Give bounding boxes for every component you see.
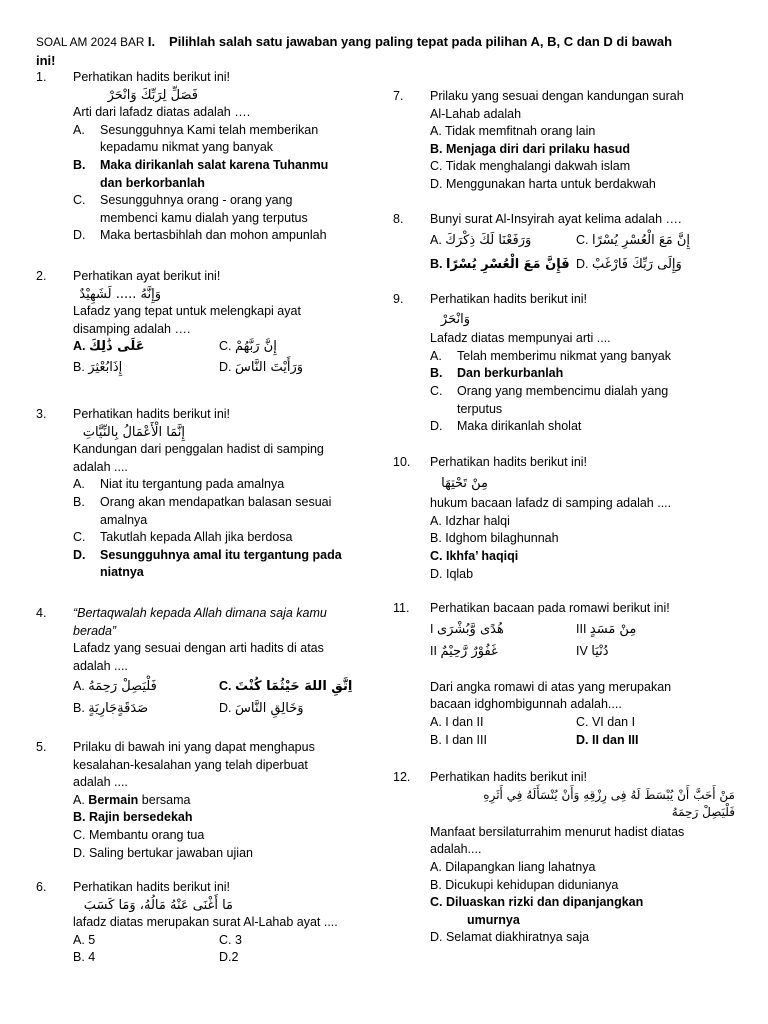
option-c-cont: terputus — [457, 401, 503, 416]
option-d[interactable]: D.2 — [219, 950, 239, 965]
option-b[interactable]: B. Dan berkurbanlah — [430, 366, 564, 381]
question-prompt-cont: adalah .... — [73, 459, 128, 474]
option-c-cont: umurnya — [467, 912, 520, 927]
option-b[interactable]: B. Maka dirikanlah salat karena Tuhanmu — [73, 157, 329, 172]
question-prompt-cont: disamping adalah …. — [73, 321, 191, 336]
roman-row-1 — [430, 621, 730, 639]
options-row-1 — [73, 678, 373, 696]
arabic-text: مِنْ تَحْتِهَا — [441, 475, 488, 491]
question-prompt: Prilaku di bawah ini yang dapat menghapus — [73, 740, 315, 754]
question-prompt: Arti dari lafadz diatas adalah …. — [73, 105, 251, 120]
question-prompt-cont: adalah.... — [430, 842, 482, 857]
options-row-1 — [73, 338, 373, 356]
arabic-text: مَا أَغْنَى عَنْهُ مَالُهُ، وَمَا كَسَبَ — [83, 897, 233, 913]
option-a[interactable]: A. وَرَفَعْنَا لَكَ ذِكْرَكَ — [430, 232, 532, 248]
question-prompt: Kandungan dari penggalan hadist di samping — [73, 442, 324, 457]
question-number: 3. — [36, 407, 47, 421]
option-c[interactable]: C. Tidak menghalangi dakwah islam — [430, 159, 631, 174]
option-b[interactable]: B. فَإِنَّ مَعَ الْعُسْرِ يُسْرًا — [430, 257, 570, 273]
option-c[interactable]: C. Orang yang membencimu dialah yang — [430, 383, 669, 398]
option-b-cont: amalnya — [100, 512, 148, 527]
option-a-cont: kepadamu nikmat yang banyak — [100, 140, 274, 155]
option-a[interactable]: A. Tidak memfitnah orang lain — [430, 124, 596, 139]
option-a[interactable]: A. 5 — [73, 932, 96, 947]
options-row-2 — [73, 949, 383, 967]
option-a[interactable]: A. Sesungguhnya Kami telah memberikan — [73, 122, 319, 137]
option-c[interactable]: C. Membantu orang tua — [73, 827, 205, 842]
option-c[interactable]: C. 3 — [219, 932, 242, 947]
options-row-1 — [73, 932, 383, 950]
arabic-text: فَصَلِّ لِرَبِّكَ وَانْحَرْ — [107, 87, 198, 103]
question-stem: Perhatikan ayat berikut ini! — [73, 269, 221, 283]
question-number: 8. — [393, 212, 404, 226]
question-number: 4. — [36, 606, 47, 620]
hadith-quote-cont: berada” — [73, 623, 117, 638]
instruction: Pilihlah salah satu jawaban yang paling tepat pada pilihan A, B, C dan D di bawah — [169, 34, 673, 49]
option-c[interactable]: C. Takutlah kepada Allah jika berdosa — [73, 530, 293, 545]
question-stem: Perhatikan hadits berikut ini! — [430, 292, 588, 306]
option-b[interactable]: B. Rajin bersedekah — [73, 810, 193, 825]
instruction-end: ini! — [36, 52, 56, 68]
option-d[interactable]: D. Maka bertasbihlah dan mohon ampunlah — [73, 228, 327, 243]
question-prompt-cont: adalah .... — [73, 658, 128, 673]
option-b[interactable]: B. صَدَقَةٍجَارِيَةٍ — [73, 700, 149, 716]
roman-item-4: IV دُنْيَا — [576, 644, 609, 660]
option-b[interactable]: B. Idghom bilaghunnah — [430, 531, 559, 546]
question-prompt: Lafadz yang tepat untuk melengkapi ayat — [73, 304, 301, 319]
option-a[interactable]: A. Telah memberimu nikmat yang banyak — [430, 348, 671, 363]
option-a[interactable]: A. Bermain bersama — [73, 792, 191, 807]
question-stem: Bunyi surat Al-Insyirah ayat kelima adalah …. — [430, 212, 682, 226]
question-prompt: lafadz diatas merupakan surat Al-Lahab ayat .... — [73, 915, 338, 930]
question-stem: Perhatikan bacaan pada romawi berikut ini! — [430, 601, 670, 615]
option-d[interactable]: D. Iqlab — [430, 566, 474, 581]
question-stem: Perhatikan hadits berikut ini! — [73, 407, 231, 421]
options-row-2 — [430, 732, 730, 750]
option-d[interactable]: D. Menggunakan harta untuk berdakwah — [430, 176, 656, 191]
question-number: 1. — [36, 70, 47, 84]
option-b[interactable]: B. I dan III — [430, 732, 487, 747]
option-c[interactable]: C. إِنَّ رَبَّهُمْ — [219, 339, 277, 355]
option-a[interactable]: A. فَلْيَصِلْ رَحِمَهُ — [73, 679, 157, 695]
question-prompt-cont: kesalahan-kesalahan yang telah diperbuat — [73, 757, 308, 772]
arabic-text: إِنَّمَا الْأَعْمَالُ بِالنِّيَّاتِ — [82, 424, 185, 440]
question-prompt: Manfaat bersilaturrahim menurut hadist diatas — [430, 824, 685, 839]
question-number: 12. — [393, 770, 411, 784]
option-c-cont: membenci kamu dialah yang terputus — [100, 210, 308, 225]
option-d[interactable]: D. Sesungguhnya amal itu tergantung pada — [73, 547, 342, 562]
option-b[interactable]: B. Orang akan mendapatkan balasan sesuai — [73, 494, 332, 509]
question-stem: Perhatikan hadits berikut ini! — [73, 70, 231, 84]
option-b[interactable]: B. 4 — [73, 950, 96, 965]
options-row-1 — [430, 232, 730, 250]
question-prompt-cont: bacaan idghombigunnah adalah.... — [430, 697, 622, 712]
roman-item-1: I هُدًى وَّبُشْرَى — [430, 621, 504, 637]
exam-header — [36, 33, 736, 69]
option-b[interactable]: B. Menjaga diri dari prilaku hasud — [430, 141, 631, 156]
option-d[interactable]: D. وَرَأَيْتَ النَّاسَ — [219, 359, 303, 375]
option-d-cont: niatnya — [100, 565, 144, 580]
arabic-text: وَإِنَّهُ ..... لَشَهِيْدٌ — [79, 286, 161, 302]
option-c[interactable]: C. إِنَّ مَعَ الْعُسْرِ يُسْرًا — [576, 232, 691, 248]
question-number: 6. — [36, 880, 47, 894]
options-row-2 — [73, 700, 373, 718]
question-number: 11. — [393, 601, 410, 615]
options-row-2 — [73, 359, 373, 377]
option-c[interactable]: C. Diluaskan rizki dan dipanjangkan — [430, 895, 644, 910]
arabic-text: مَنْ أَحَبَّ أَنْ يُبْسَطَ لَهُ فِى رِزْقِهِ وَأَنْ يُنْسَأَلَهُ فِي أَثَرِهِ — [483, 787, 735, 802]
option-d[interactable]: D. وَخَالِقِ النَّاسَ — [219, 700, 304, 716]
option-d[interactable]: D. Selamat diakhiratnya saja — [430, 930, 590, 945]
roman-item-3: III مِنْ مَسَدٍ — [576, 621, 637, 637]
option-c[interactable]: C. اِتَّقِ اللهَ حَيْثُمَا كُنْتَ — [219, 679, 353, 695]
option-c[interactable]: C. VI dan I — [576, 714, 636, 729]
options-row-1 — [430, 714, 730, 732]
question-prompt-cont-2: adalah .... — [73, 775, 128, 790]
question-prompt: Dari angka romawi di atas yang merupakan — [430, 679, 672, 694]
option-a[interactable]: A. عَلَى ذَٰلِكَ — [73, 339, 145, 355]
hadith-quote: “Bertaqwalah kepada Allah dimana saja kamu — [73, 606, 327, 620]
option-b[interactable]: B. إِذَابُعْثِرَ — [73, 359, 123, 375]
arabic-text-cont: فَلْيَصِلْ رَحِمَهُ — [671, 805, 735, 820]
question-prompt: Prilaku yang sesuai dengan kandungan surah — [430, 89, 684, 103]
question-stem: Perhatikan hadits berikut ini! — [430, 770, 588, 784]
option-b-cont: dan berkorbanlah — [100, 175, 205, 190]
option-c[interactable]: C. Ikhfa’ haqiqi — [430, 548, 519, 563]
question-number: 5. — [36, 740, 47, 754]
question-number: 2. — [36, 269, 47, 283]
option-a[interactable]: A. Dilapangkan liang lahatnya — [430, 859, 596, 874]
arabic-text: وَانْحَرْ — [440, 311, 470, 327]
roman-item-2: II غَفُوْرٌ رَّحِيْمٌ — [430, 644, 498, 660]
question-stem: Perhatikan hadits berikut ini! — [430, 455, 588, 469]
section-roman: I. — [147, 34, 156, 49]
question-prompt: Lafadz diatas mempunyai arti .... — [430, 331, 611, 346]
exam-code: SOAL AM 2024 BAR — [36, 35, 145, 49]
option-a[interactable]: A. I dan II — [430, 714, 484, 729]
question-prompt: Lafadz yang sesuai dengan arti hadits di atas — [73, 641, 324, 656]
option-d[interactable]: D. II dan III — [576, 732, 639, 747]
option-c[interactable]: C. Sesungguhnya orang - orang yang — [73, 193, 293, 208]
question-number: 10. — [393, 455, 411, 469]
question-stem: Perhatikan hadits berikut ini! — [73, 880, 231, 894]
option-b[interactable]: B. Dicukupi kehidupan didunianya — [430, 877, 619, 892]
option-d[interactable]: D. وَإِلَى رَبِّكَ فَارْغَبْ — [576, 257, 682, 273]
option-d[interactable]: D. Saling bertukar jawaban ujian — [73, 845, 253, 860]
options-row-2 — [430, 256, 730, 274]
question-prompt: hukum bacaan lafadz di samping adalah .... — [430, 496, 672, 511]
option-a[interactable]: A. Niat itu tergantung pada amalnya — [73, 477, 285, 492]
question-prompt-cont: Al-Lahab adalah — [430, 106, 522, 121]
option-d[interactable]: D. Maka dirikanlah sholat — [430, 419, 582, 434]
question-number: 9. — [393, 292, 404, 306]
question-number: 7. — [393, 89, 404, 103]
roman-row-2 — [430, 643, 730, 661]
option-a[interactable]: A. Idzhar halqi — [430, 513, 510, 528]
